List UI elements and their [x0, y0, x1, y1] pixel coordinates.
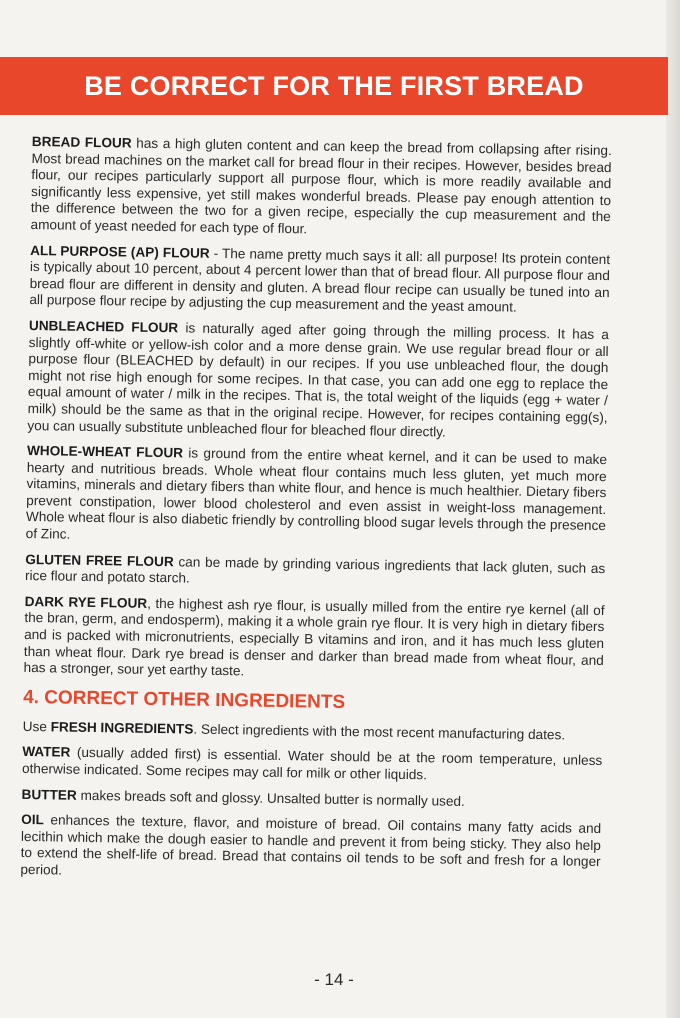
paragraph-oil — [20, 812, 601, 887]
paragraph-gluten-free-flour — [25, 552, 605, 594]
term-gluten-free-flour: GLUTEN FREE FLOUR — [25, 551, 174, 569]
paragraph-bread-flour — [30, 134, 611, 243]
page-number: - 14 - — [314, 970, 354, 989]
paragraph-text: makes breads soft and glossy. Unsalted butter is normally used. — [76, 787, 465, 809]
term-whole-wheat-flour: WHOLE-WHEAT FLOUR — [26, 443, 184, 461]
title-banner — [0, 57, 668, 115]
term-unbleached-flour: UNBLEACHED FLOUR — [28, 317, 179, 336]
paragraph-text: is naturally aged after going through the milling process. It has a slightly off-white or yellow-ish color and a more dense grain. We use regular bread flour or all purpose flour (BLEACHED by default) in our recipes. If you use unbleached flour, the dough might not rise high enough for some recipes. In that case, you can add one egg to replace the equal amount of water / milk in the recipes. That is, the total weight of the liquids (egg + water / milk) should be the same as that in the original recipe. However, for recipes containing egg(s), you can usually substitute unbleached flour for bleached flour directly. — [27, 320, 610, 440]
paragraph-whole-wheat-flour — [26, 443, 607, 552]
paragraph-text: can be made by grinding various ingredients that lack gluten, such as rice flour and potato starch. — [24, 553, 606, 586]
paragraph-text: , the highest ash rye flour, is usually milled from the entire rye kernel (all of the bran, germ, and endosperm), making it a whole grain rye flour. It is very high in dietary fibers and is packed with micronutrients, especially B vitamins and iron, and it has much less gluten than wheat flour. Dark rye bread is denser and darker than bread made from wheat flour, and has a stronger, sour yet earthy taste. — [23, 595, 605, 679]
page-content — [20, 134, 612, 897]
paragraph-text: enhances the texture, flavor, and moisture of bread. Oil contains many fatty acids and lecithin which make the dough easier to handle and prevent it from being sticky. They also help to extend the shelf-life of bread. Bread that contains oil tends to be soft and fresh for a longer period. — [20, 812, 602, 878]
paragraph-text: . Select ingredients with the most recent manufacturing dates. — [193, 721, 566, 743]
paragraph-prefix: Use — [22, 718, 51, 735]
paragraph-text: (usually added first) is essential. Water should be at the room temperature, unless otherwise indicated. Some recipes may call for milk or other liquids. — [21, 745, 603, 783]
paragraph-water — [22, 744, 602, 786]
paragraph-dark-rye-flour — [23, 594, 604, 686]
paragraph-all-purpose-flour — [29, 243, 610, 318]
paragraph-unbleached-flour — [27, 318, 609, 443]
term-bread-flour: BREAD FLOUR — [31, 134, 132, 151]
paragraph-text: - The name pretty much says it all: all purpose! Its protein content is typically about 10 percent, about 4 percent lower than that of bread flour. All purpose flour and bread flour are different in density and gluten. A bread flour recipe can usually be tuned into an all purpose flour recipe by adjusting the cup measurement and the yeast amount. — [29, 245, 611, 315]
paragraph-butter — [21, 787, 601, 813]
page-edge — [666, 0, 680, 1018]
term-water: WATER — [22, 744, 71, 761]
paragraph-fresh-ingredients — [23, 719, 603, 745]
term-all-purpose-flour: ALL PURPOSE (AP) FLOUR — [30, 242, 210, 261]
page-title: BE CORRECT FOR THE FIRST BREAD — [84, 70, 584, 101]
paragraph-text: has a high gluten content and can keep the bread from collapsing after rising. Most bread machines on the market call for bread flour in their recipes. However, besides bread flour, our recipes particularly support all purpose flour, which is more readily available and significantly less expensive, yet still makes wonderful breads. Please pay enough attention to the difference between the two for a given recipe, especially the cup measurement and the amount of yeast needed for each type of flour. — [30, 135, 612, 237]
term-butter: BUTTER — [21, 786, 77, 803]
term-oil: OIL — [21, 812, 45, 828]
section-heading: 4. CORRECT OTHER INGREDIENTS — [22, 686, 346, 713]
term-dark-rye-flour: DARK RYE FLOUR — [24, 593, 148, 611]
term-fresh-ingredients: FRESH INGREDIENTS — [50, 719, 194, 737]
paragraph-text: is ground from the entire wheat kernel, and it can be used to make hearty and nutritious breads. Whole wheat flour contains much less gluten, yet much more vitamins, minerals and dietary fibers than white flour, and hence is much healthier. Dietary fibers prevent constipation, lower blood cholesterol and even assist in weight-loss management. Whole wheat flour is also diabetic friendly by controlling blood sugar levels through the presence of Zinc. — [25, 445, 608, 542]
